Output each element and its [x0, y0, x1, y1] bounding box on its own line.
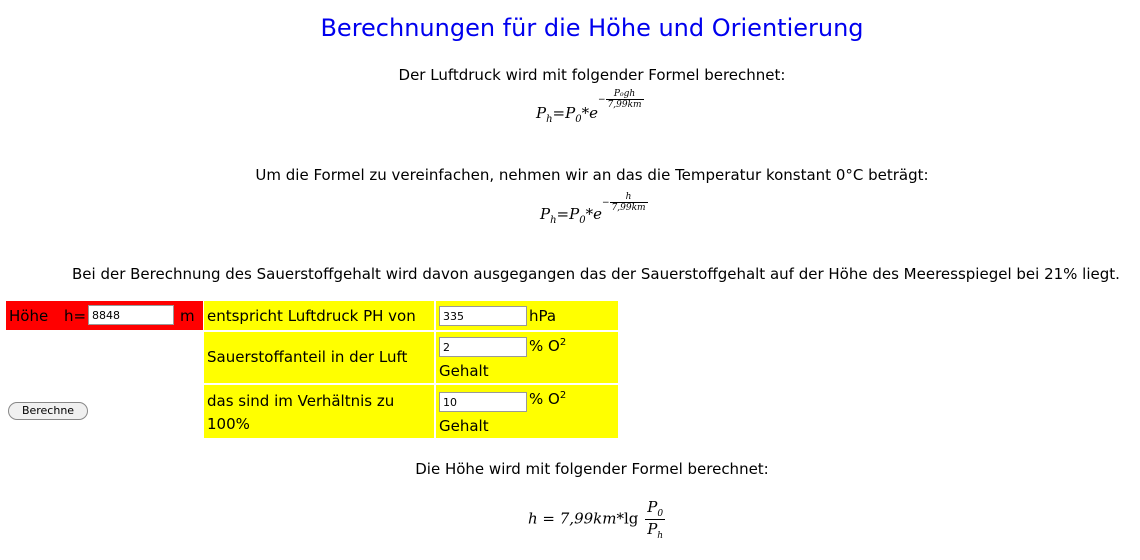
- formula-equals: =: [552, 104, 566, 122]
- formula-minus: −: [601, 198, 610, 208]
- sauerstoff-input[interactable]: [439, 337, 527, 357]
- h-label: h=: [64, 307, 87, 325]
- formula-numerator: P₀gh: [606, 89, 644, 100]
- berechne-button[interactable]: Berechne: [8, 402, 88, 420]
- formula-subscript: h: [546, 114, 553, 125]
- intro-text-hoehe: Die Höhe wird mit folgender Formel berechnet:: [415, 460, 769, 478]
- o2-superscript: 2: [559, 390, 567, 401]
- percent-o-text: % O: [529, 390, 560, 408]
- hoehe-input[interactable]: [88, 305, 174, 325]
- formula-symbol: P: [647, 520, 658, 538]
- formula-symbol: P: [569, 205, 580, 223]
- formula-fraction: [645, 498, 665, 541]
- formula-exp-base: *e: [585, 205, 602, 223]
- intro-text-sauerstoff: Bei der Berechnung des Sauerstoffgehalt wird davon ausgegangen das der Sauerstoffgehalt auf der Höhe des Meeresspiegel bei 21% liegt.: [72, 265, 1120, 283]
- formula-exponent: [597, 89, 644, 110]
- hoehe-formula: [528, 498, 665, 541]
- formula-subscript: 0: [575, 114, 582, 125]
- formula-lg: lg: [624, 509, 639, 528]
- meter-unit-label: m: [180, 307, 195, 325]
- formula-symbol: P: [540, 205, 551, 223]
- formula-subscript: 0: [657, 509, 664, 519]
- luftdruck-value-cell: [436, 301, 618, 330]
- hoehe-cell: [6, 301, 203, 330]
- formula-subscript: 0: [579, 215, 586, 226]
- luftdruck-label: entspricht Luftdruck PH von: [207, 307, 416, 325]
- sauerstoff-label-cell: [204, 332, 434, 383]
- formula-denominator: 7,99km: [607, 100, 642, 110]
- o2-unit-label: [529, 337, 566, 355]
- luftdruck-label-cell: [204, 301, 434, 330]
- formula-exponent: [601, 192, 648, 213]
- intro-text-luftdruck: Der Luftdruck wird mit folgender Formel berechnet:: [398, 66, 786, 84]
- luftdruck-input[interactable]: [439, 306, 527, 326]
- formula-minus: −: [597, 95, 606, 105]
- formula-subscript: h: [657, 531, 664, 541]
- verhaeltnis-input[interactable]: [439, 392, 527, 412]
- verhaeltnis-label-cell: [204, 385, 434, 438]
- formula-denominator: [645, 520, 665, 541]
- simplified-formula: [540, 192, 648, 227]
- sauerstoff-value-cell: [436, 332, 618, 383]
- formula-km: km: [593, 509, 617, 528]
- formula-star: *: [616, 509, 624, 528]
- verhaeltnis-label-line2: 100%: [207, 415, 250, 433]
- formula-symbol: P: [647, 498, 658, 516]
- intro-text-temperatur: Um die Formel zu vereinfachen, nehmen wir an das die Temperatur konstant 0°C beträgt:: [255, 166, 929, 184]
- formula-symbol: P: [565, 104, 576, 122]
- hoehe-label: Höhe: [9, 307, 49, 325]
- hpa-unit-label: hPa: [529, 307, 557, 325]
- percent-o-text: % O: [529, 337, 560, 355]
- formula-denominator: 7,99km: [611, 203, 646, 213]
- formula-exp-base: *e: [581, 104, 598, 122]
- verhaeltnis-label-line1: das sind im Verhältnis zu: [207, 392, 395, 410]
- sauerstoff-label: Sauerstoffanteil in der Luft: [207, 348, 408, 366]
- formula-symbol: P: [536, 104, 547, 122]
- page-title: Berechnungen für die Höhe und Orientierung: [320, 14, 864, 42]
- luftdruck-formula: [536, 89, 644, 126]
- gehalt-label: Gehalt: [439, 362, 489, 380]
- gehalt-label: Gehalt: [439, 417, 489, 435]
- formula-numerator: h: [610, 192, 648, 203]
- formula-equals: =: [556, 205, 570, 223]
- formula-numerator: [645, 498, 665, 520]
- o2-superscript: 2: [559, 337, 567, 348]
- formula-lhs: h = 7,99: [528, 509, 594, 528]
- o2-unit-label: [529, 390, 566, 408]
- formula-subscript: h: [550, 215, 557, 226]
- verhaeltnis-value-cell: [436, 385, 618, 438]
